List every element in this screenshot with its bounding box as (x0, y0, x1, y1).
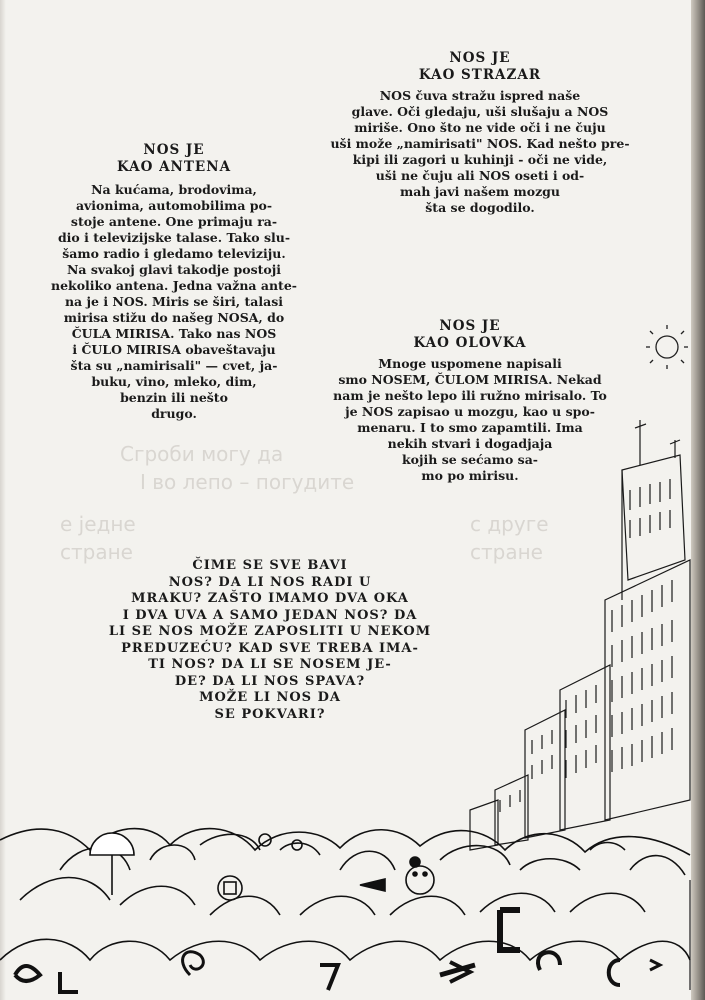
question-line: MOŽE LI NOS DA (199, 690, 341, 705)
bleed-line: е једне (60, 512, 136, 536)
antena-line: mirisa stižu do našeg NOSA, do (63, 310, 285, 325)
olovka-title-1: NOS JE (439, 318, 501, 334)
antena-line: šta su „namirisali" — cvet, ja- (70, 358, 278, 373)
strazar-line: miriše. Ono što ne vide oči i ne čuju (354, 120, 606, 135)
olovka-line: menaru. I to smo zapamtili. Ima (357, 420, 583, 435)
antena-line: avionima, automobilima po- (75, 198, 273, 213)
strazar-line: mah javi našem mozgu (400, 184, 560, 199)
antena-line: ČULA MIRISA. Tako nas NOS (71, 326, 277, 341)
antena-title-1: NOS JE (143, 142, 205, 158)
antena-line: i ČULO MIRISA obaveštavaju (72, 342, 276, 357)
antena-line: dio i televizijske talase. Tako slu- (57, 230, 291, 245)
question-line: TI NOS? DA LI SE NOSEM JE- (148, 657, 392, 672)
antena-line: benzin ili nešto (120, 390, 228, 405)
sun-icon (646, 325, 688, 369)
olovka-line: kojih se sećamo sa- (402, 452, 538, 467)
antena-line: Na kućama, brodovima, (91, 182, 257, 197)
antena-line: buku, vino, mleko, dim, (91, 374, 257, 389)
olovka-line: mo po mirisu. (421, 468, 519, 483)
olovka-line: smo NOSEM, ČULOM MIRISA. Nekad (338, 372, 602, 387)
bleed-line: стране (470, 540, 543, 564)
antena-line: nekoliko antena. Jedna važna ante- (51, 278, 297, 293)
olovka-title-2: KAO OLOVKA (413, 335, 527, 351)
question-line: ČIME SE SVE BAVI (192, 558, 348, 573)
question-line: DE? DA LI NOS SPAVA? (174, 673, 366, 689)
olovka-line: Mnoge uspomene napisali (378, 356, 562, 371)
bleed-line: с друге (470, 512, 549, 536)
strazar-line: kipi ili zagori u kuhinji - oči ne vide, (352, 152, 608, 167)
olovka-line: nam je nešto lepo ili ružno mirisalo. To (333, 388, 607, 403)
strazar-line: glave. Oči gledaju, uši slušaju a NOS (351, 104, 609, 119)
olovka-line: je NOS zapisao u mozgu, kao u spo- (345, 404, 595, 419)
bleed-line: І во лепо – погудите (140, 470, 355, 494)
strazar-line: uši ne čuju ali NOS oseti i od- (375, 168, 585, 183)
question-line: I DVA UVA A SAMO JEDAN NOS? DA (122, 607, 418, 623)
question-line: NOS? DA LI NOS RADI U (168, 574, 372, 590)
antena-line: na je i NOS. Miris se širi, talasi (64, 294, 284, 309)
strazar-line: NOS čuva stražu ispred naše (379, 88, 581, 103)
strazar-line: šta se dogodilo. (425, 200, 535, 215)
bleed-line: Сгроби могу да (120, 442, 284, 466)
antena-line: stoje antene. One primaju ra- (70, 214, 278, 229)
bleed-line: стране (60, 540, 133, 564)
question-line: PREDUZEĆU? KAD SVE TREBA IMA- (121, 640, 419, 656)
crowd-drawing (0, 829, 690, 992)
question-line: SE POKVARI? (214, 706, 326, 722)
antena-line: drugo. (151, 406, 197, 421)
antena-title-2: KAO ANTENA (116, 159, 232, 175)
antena-line: Na svakoj glavi takodje postoji (66, 262, 282, 277)
question-line: MRAKU? ZAŠTO IMAMO DVA OKA (131, 591, 409, 606)
question-line: LI SE NOS MOŽE ZAPOSLITI U NEKOM (108, 624, 432, 639)
strazar-title-1: NOS JE (449, 50, 511, 66)
strazar-line: uši može „namirisati" NOS. Kad nešto pre- (330, 136, 630, 151)
strazar-title-2: KAO STRAZAR (418, 67, 542, 83)
olovka-line: nekih stvari i dogadjaja (387, 436, 553, 451)
antena-line: šamo radio i gledamo televiziju. (62, 246, 286, 261)
